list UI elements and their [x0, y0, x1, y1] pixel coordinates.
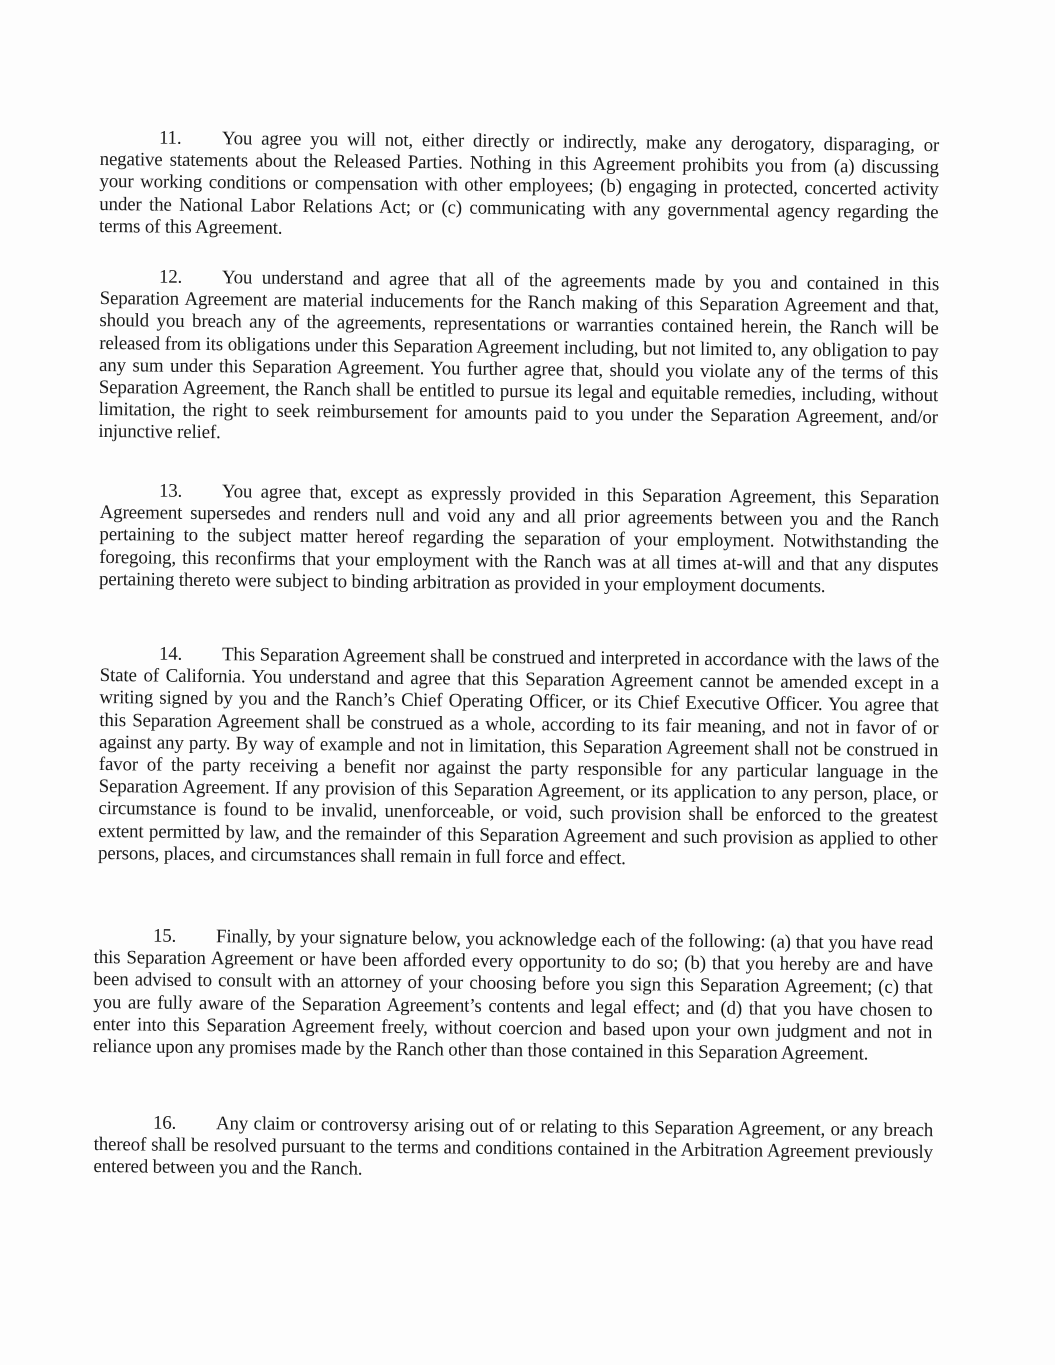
- paragraph-16: [93, 1112, 933, 1187]
- paragraph-text: This Separation Agreement shall be construed and interpreted in accordance with the laws of the State of California. You understand and agree that this Separation Agreement cannot be amended except in a writing signed by you and the Ranch’s Chief Operating Officer, or its Chief Executive Officer. You agree that this Separation Agreement shall be construed as a whole, according to its fair meaning, and not in favor of or against any party. By way of example and not in limitation, this Separation Agreement shall not be construed in favor of the party receiving a benefit nor against the party responsible for any particular language in the Separation Agreement. If any provision of this Separation Agreement, or its application to any person, place, or circumstance is found to be invalid, unenforceable, or void, such provision shall be enforced to the greatest extent permitted by law, and the remainder of this Separation Agreement and such provision as applied to other persons, places, and circumstances shall remain in full force and effect.: [97, 644, 940, 869]
- paragraph-number: 15.: [152, 925, 177, 947]
- paragraph-number: 13.: [158, 480, 183, 502]
- paragraph-number: 14.: [158, 643, 183, 665]
- paragraph-number: 11.: [158, 127, 182, 149]
- paragraph-text: You agree you will not, either directly or indirectly, make any derogatory, disparaging, or negative statements about the Released Parties. Nothing in this Agreement prohibits you from (a) discussing your working conditions or compensation with other employees; (b) engaging in protected, concerted activity under the National Labor Relations Act; or (c) communicating with any governmental agency regarding the terms of this Agreement.: [98, 128, 940, 239]
- paragraph-14: [98, 643, 939, 873]
- paragraph-11: [99, 127, 939, 246]
- paragraph-number: 16.: [152, 1112, 177, 1134]
- paragraph-text: You agree that, except as expressly provided in this Separation Agreement, this Separation Agreement supersedes and renders null and void any and all prior agreements between you and the Ranch pertaining to the subject matter hereof regarding the separation of your employment. Notwithstanding the foregoing, this reconfirms that your employment with the Ranch was at all times at-will and that any disputes pertaining thereto were subject to binding arbitration as provided in your employment documents.: [98, 481, 940, 597]
- paragraph-12: [98, 266, 939, 452]
- paragraph-text: You understand and agree that all of the agreements made by you and contained in this Separation Agreement are material inducements for the Ranch making of this Separation Agreement and that, should you breach any of the agreements, representations or warranties contained herein, the Ranch will be released from its obligations under this Separation Agreement including, but not limited to, any obligation to pay any sum under this Separation Agreement. You further agree that, should you violate any of the terms of this Separation Agreement, the Ranch shall be entitled to pursue its legal and equitable remedies, including, without limitation, the right to seek reimbursement for amounts paid to you under the Separation Agreement, and/or injunctive relief.: [98, 267, 940, 444]
- paragraph-15: [93, 925, 933, 1066]
- paragraph-13: [99, 480, 939, 599]
- paragraph-text: Any claim or controversy arising out of or relating to this Separation Agreement, or any breach thereof shall be resolved pursuant to the terms and conditions contained in the Arbitration Agreement previously entered between you and the Ranch.: [93, 1113, 934, 1181]
- paragraph-number: 12.: [158, 266, 183, 288]
- paragraph-text: Finally, by your signature below, you acknowledge each of the following: (a) that you have read this Separation Agreement or have been afforded every opportunity to do so; (b) that you hereby are and have been advised to consult with an attorney of your choosing before you sign this Separation Agreement; (c) that you are fully aware of the Separation Agreement’s contents and legal effect; and (d) that you have chosen to enter into this Separation Agreement freely, without coercion and based upon your own judgment and not in reliance upon any promises made by the Ranch other than those contained in this Separation Agreement.: [92, 926, 934, 1065]
